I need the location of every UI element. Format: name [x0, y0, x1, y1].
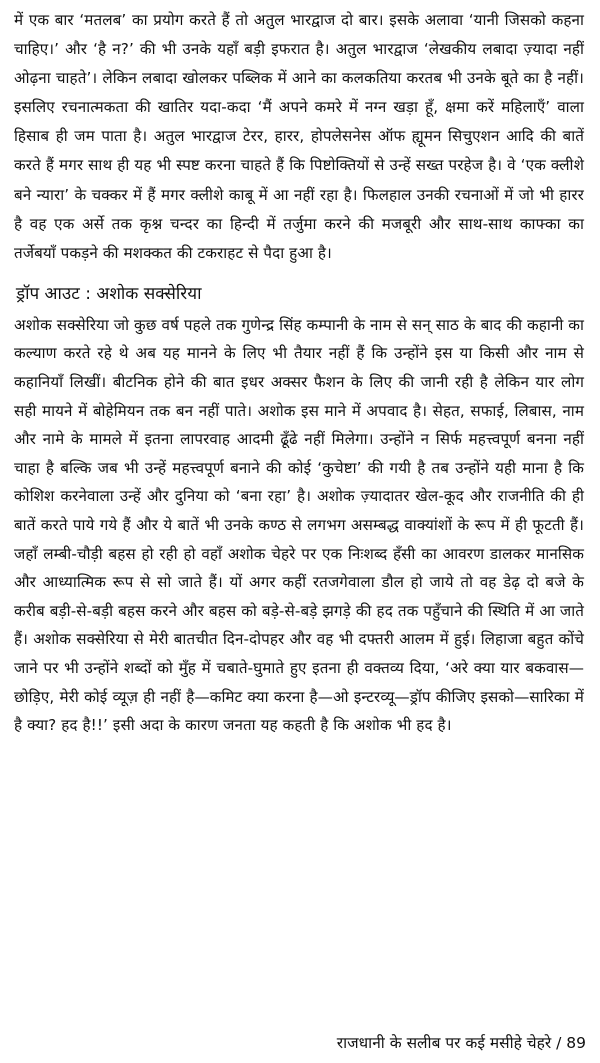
- page-footer-running-title: राजधानी के सलीब पर कई मसीहे चेहरे / 89: [336, 1034, 586, 1052]
- body-paragraph-1: में एक बार ‘मतलब’ का प्रयोग करते हैं तो अतुल भारद्वाज दो बार। इसके अलावा ‘यानी जिसको कहना चाहिए।’ और ‘है न?’ की भी उनके यहाँ बड़ी इफरात है। अतुल भारद्वाज ‘लेखकीय लबादा ज़्यादा नहीं ओढ़ना चाहते’। लेकिन लबादा खोलकर पब्लिक में आने का कलकतिया करतब भी उनके बूते का है नहीं। इसलिए रचनात्मकता की खातिर यदा-कदा ‘मैं अपने कमरे में नग्न खड़ा हूँ, क्षमा करें महिलाएँ’ वाला हिसाब ही जम पाता है। अतुल भारद्वाज टेरर, हारर, होपलेसनेस ऑफ ह्यूमन सिचुएशन आदि की बातें करते हैं मगर साथ ही यह भी स्पष्ट करना चाहते हैं कि पिष्टोक्तियों से उन्हें सख्त परहेज है। वे ‘एक क्लीशे बने न्यारा’ के चक्कर में हैं मगर क्लीशे काबू में आ नहीं रहा है। फिलहाल उनकी रचनाओं में जो भी हारर है वह एक अर्से तक कृश्न चन्दर का हिन्दी में तर्जुमा करने की मजबूरी और साथ-साथ काफ्का का तर्जेबयाँ पकड़ने की मशक्कत की टकराहट से पैदा हुआ है।: [14, 11, 584, 262]
- body-paragraph-2: अशोक सक्सेरिया जो कुछ वर्ष पहले तक गुणेन्द्र सिंह कम्पानी के नाम से सन् साठ के बाद की कहानी का कल्याण करते रहे थे अब यह मानने के लिए भी तैयार नहीं हैं कि उन्होंने इस या किसी और नाम से कहानियाँ लिखीं। बीटनिक होने की बात इधर अक्सर फैशन के लिए की जानी रही है लेकिन यार लोग सही मायने में बोहेमियन तक बन नहीं पाते। अशोक इस माने में अपवाद है। सेहत, सफाई, लिबास, नाम और नामे के मामले में इतना लापरवाह आदमी ढूँढे नहीं मिलेगा। उन्होंने न सिर्फ महत्त्वपूर्ण बनना नहीं चाहा है बल्कि जब भी उन्हें महत्त्वपूर्ण बनाने की कोई ‘कुचेष्टा’ की गयी है तब उन्होंने यही माना है कि कोशिश करनेवाला उन्हें और दुनिया को ‘बना रहा’ है। अशोक ज़्यादातर खेल-कूद और राजनीति की ही बातें करते पाये गये हैं और ये बातें भी उनके कण्ठ से लगभग असम्बद्ध वाक्यांशों के रूप में ही फूटती हैं। जहाँ लम्बी-चौड़ी बहस हो रही हो वहाँ अशोक चेहरे पर एक निःशब्द हँसी का आवरण डालकर मानसिक और आध्यात्मिक रूप से सो जाते हैं। यों अगर कहीं रतजगेवाला डौल हो जाये तो वह डेढ़ दो बजे के करीब बड़ी-से-बड़ी बहस करने और बहस को बड़े-से-बड़े झगड़े की हद तक पहुँचाने की स्थिति में आ जाते हैं। अशोक सक्सेरिया से मेरी बातचीत दिन-दोपहर और वह भी दफ्तरी आलम में हुई। लिहाजा बहुत कोंचे जाने पर भी उन्होंने शब्दों को मुँह में चबाते-घुमाते हुए इतना ही वक्तव्य दिया, ‘अरे क्या यार बकवास—छोड़िए, मेरी कोई व्यूज़ ही नहीं है—कमिट क्या करना है—ओ इन्टरव्यू—ड्रॉप कीजिए इसको—सारिका में है क्या? हद है!!’ इसी अदा के कारण जनता यह कहती है कि अशोक भी हद है।: [14, 315, 584, 735]
- section-heading: ड्रॉप आउट : अशोक सक्सेरिया: [16, 283, 202, 304]
